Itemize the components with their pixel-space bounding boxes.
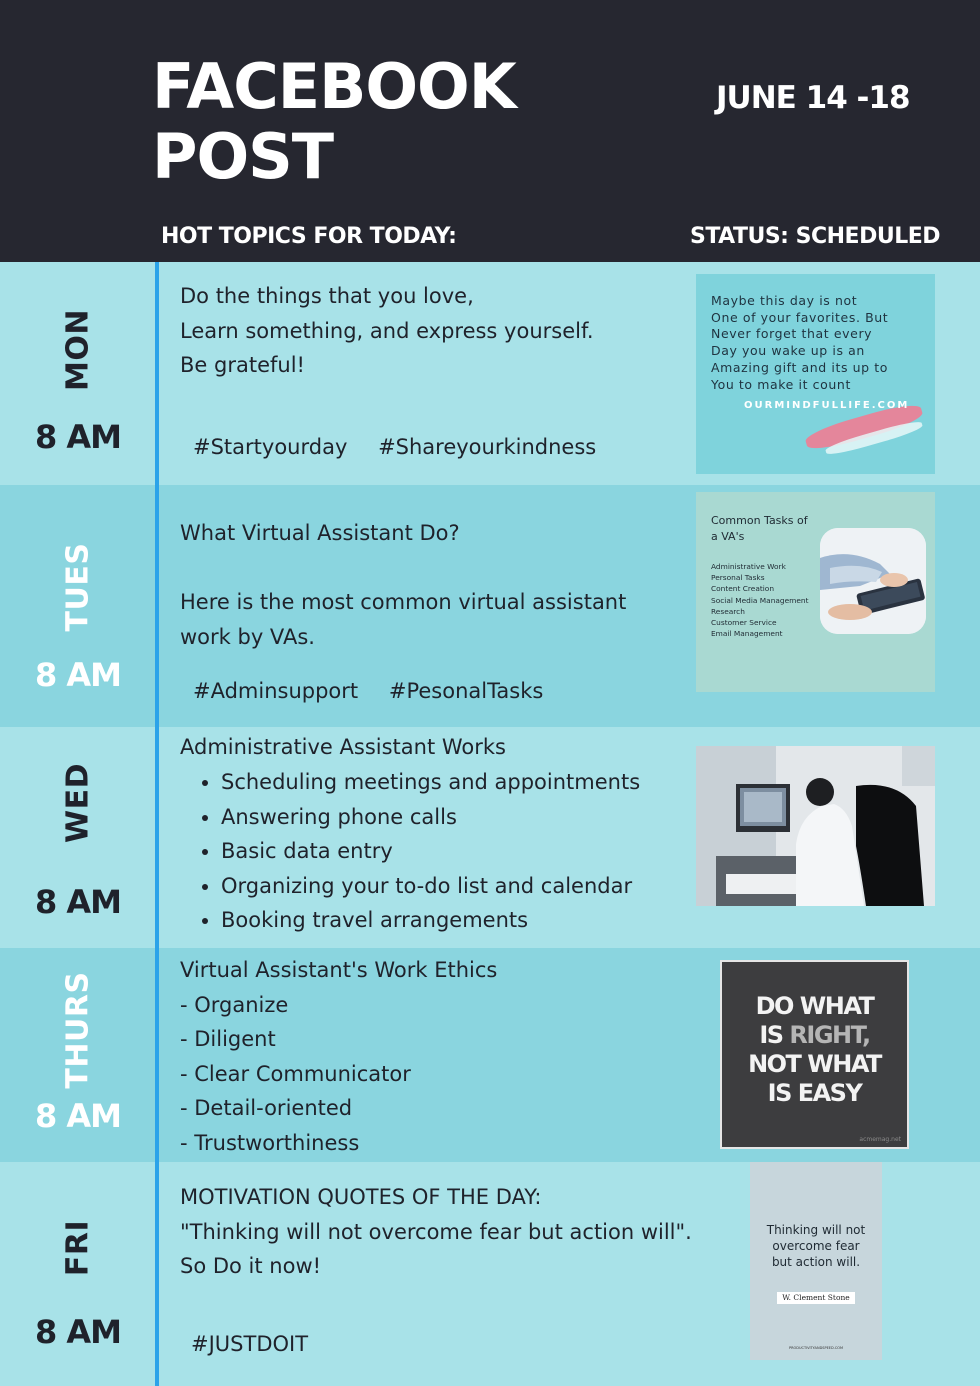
hashtag[interactable]: #PesonalTasks (388, 679, 544, 703)
time-label: 8 AM (34, 1097, 121, 1135)
page-title: FACEBOOK POST (152, 50, 516, 193)
date-range: JUNE 14 -18 (716, 80, 910, 116)
site-label: OURMINDFULLIFE.COM (744, 400, 910, 411)
wed-image[interactable] (696, 746, 935, 906)
timeline-divider (155, 262, 159, 1386)
day-label: MON (60, 309, 96, 391)
source-label: PRODUCTIVITYANDSPEED.COM (788, 1346, 844, 1350)
hashtag[interactable]: #Startyourday (193, 435, 348, 459)
quote-text: DO WHAT IS RIGHT, NOT WHAT IS EASY (748, 992, 881, 1107)
tue-image[interactable] (696, 492, 935, 692)
hashtag[interactable]: #Adminsupport (193, 679, 359, 703)
day-label: TUES (60, 542, 96, 632)
keyboard-photo (820, 528, 926, 634)
list-item: • Booking travel arrangements (221, 903, 640, 938)
mon-image[interactable] (696, 274, 935, 474)
hashtag[interactable]: #Shareyourkindness (378, 435, 597, 459)
author-label: W. Clement Stone (777, 1292, 855, 1304)
list-item: • Answering phone calls (221, 800, 640, 835)
post-heading: Administrative Assistant Works (180, 735, 506, 759)
fri-image[interactable] (750, 1162, 882, 1360)
header (0, 0, 980, 262)
day-label: WED (60, 763, 96, 843)
hot-topics-label: HOT TOPICS FOR TODAY: (161, 224, 457, 249)
time-label: 8 AM (34, 418, 121, 456)
thumb-list: Administrative Work Personal Tasks Content Creation Social Media Management Research Customer Service Email Management (711, 562, 809, 639)
post-text: Virtual Assistant's Work Ethics - Organize - Diligent - Clear Communicator - Detail-oriented - Trustworthiness (180, 958, 498, 1155)
time-label: 8 AM (34, 656, 121, 694)
time-label: 8 AM (34, 1313, 121, 1351)
day-label: THURS (60, 971, 96, 1089)
hashtag[interactable]: #JUSTDOIT (191, 1332, 309, 1356)
quote-text: Thinking will not overcome fear but action will. (766, 1223, 866, 1269)
thu-image[interactable] (722, 962, 907, 1147)
hashtags (193, 679, 567, 703)
post-text: What Virtual Assistant Do? Here is the most common virtual assistant work by VAs. (180, 521, 627, 649)
list-item: • Scheduling meetings and appointments (221, 765, 640, 800)
list-item: • Organizing your to-do list and calendar (221, 869, 640, 904)
thumb-title: Common Tasks of a VA's (711, 514, 808, 543)
status-label: STATUS: SCHEDULED (690, 224, 940, 249)
post-text: MOTIVATION QUOTES OF THE DAY: "Thinking will not overcome fear but action will". So Do it now! (180, 1185, 692, 1279)
hashtags (193, 435, 620, 459)
credit-label: acmemag.net (859, 1136, 901, 1143)
quote-text: Maybe this day is not One of your favorites. But Never forget that every Day you wake up is an Amazing gift and its up to You to make it count (711, 293, 889, 392)
time-label: 8 AM (34, 883, 121, 921)
hashtags (191, 1332, 332, 1356)
post-text: Do the things that you love, Learn something, and express yourself. Be grateful! (180, 284, 594, 378)
day-label: FRI (60, 1219, 96, 1277)
list-item: • Basic data entry (221, 834, 640, 869)
bullet-list (180, 765, 640, 938)
